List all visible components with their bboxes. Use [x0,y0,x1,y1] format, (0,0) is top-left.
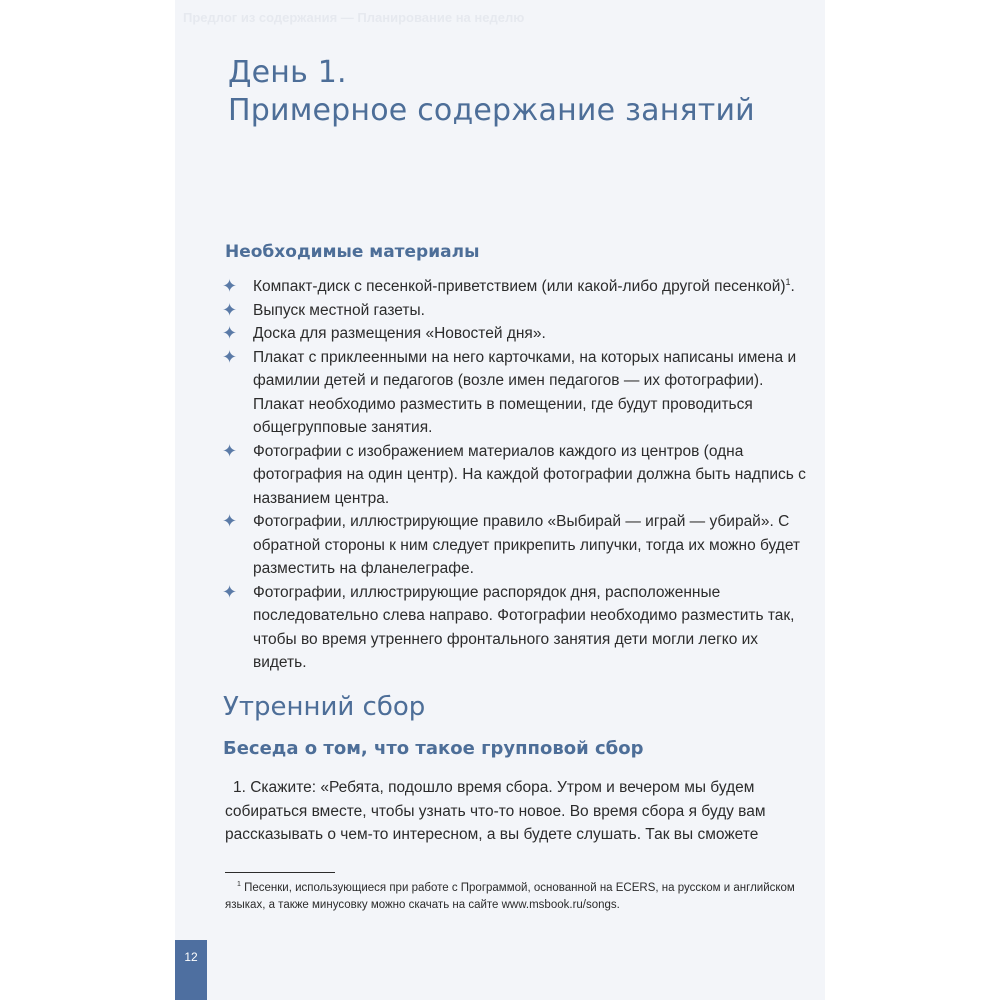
footnote-ref: 1 [785,276,791,287]
star-bullet-icon: ✦ [222,276,238,296]
list-item-text: Фотографии, иллюстрирующие распорядок дня, расположенные последовательно слева направо. Фотографии необходимо разместить так, чтобы во время утреннего фронтального занятия дети могли легко их видеть. [253,583,795,671]
list-item [222,510,807,581]
list-item-text: Фотографии с изображением материалов каждого из центров (одна фотография на один центр). На каждой фотографии должна быть надпись с названием центра. [253,442,806,507]
materials-list [222,275,807,675]
materials-heading: Необходимые материалы [225,242,480,262]
book-page [175,0,825,1000]
list-item-text: Компакт-диск с песенкой-приветствием (или какой-либо другой песенкой) [253,278,786,295]
list-item [222,275,807,299]
list-item [222,346,807,440]
star-bullet-icon: ✦ [222,323,238,343]
list-item [222,440,807,511]
list-item [222,581,807,675]
footnote-marker: 1 [237,881,241,889]
list-item [222,322,807,346]
list-item-text: Плакат с приклеенными на него карточками, на которых написаны имена и фамилии детей и педагогов (возле имен педагогов — их фотографии). Плакат необходимо разместить в помещении, где будут проводиться общегрупповые занятия. [253,348,797,436]
body-paragraph: 1. Скажите: «Ребята, подошло время сбора. Утром и вечером мы будем собираться вместе, чтобы узнать что-то новое. Во время сбора я буду вам рассказывать о чем-то интересном, а вы будете слушать. Так вы сможете [225,779,766,843]
day-title [228,54,755,130]
star-bullet-icon: ✦ [222,581,238,602]
star-bullet-icon: ✦ [222,346,238,367]
ghost-running-header: Предлог из содержания — Планирование на неделю [183,10,525,25]
page-number-tab [175,940,207,1000]
list-item-text: Выпуск местной газеты. [253,301,425,319]
footnote-text: Песенки, использующиеся при работе с Программой, основанной на ECERS, на русском и английском языках, а также минусовку можно скачать на сайте www.msbook.ru/songs. [225,882,795,911]
star-bullet-icon: ✦ [222,440,238,461]
star-bullet-icon: ✦ [222,511,238,531]
star-bullet-icon: ✦ [222,299,238,320]
section-title-morning: Утренний сбор [223,692,426,722]
day-title-line-2: Примерное содержание занятий [228,93,755,128]
page-number: 12 [184,950,198,964]
footnote [225,880,805,914]
subsection-title: Беседа о том, что такое групповой сбор [223,738,644,759]
footnote-divider [225,872,335,873]
list-item [222,299,807,323]
list-item-punct: . [790,278,795,295]
day-title-line-1: День 1. [228,55,347,90]
list-item-text: Доска для размещения «Новостей дня». [253,325,546,342]
list-item-text: Фотографии, иллюстрирующие правило «Выбирай — играй — убирай». С обратной стороны к ним следует прикрепить липучки, тогда их можно будет разместить на фланелеграфе. [253,513,801,577]
